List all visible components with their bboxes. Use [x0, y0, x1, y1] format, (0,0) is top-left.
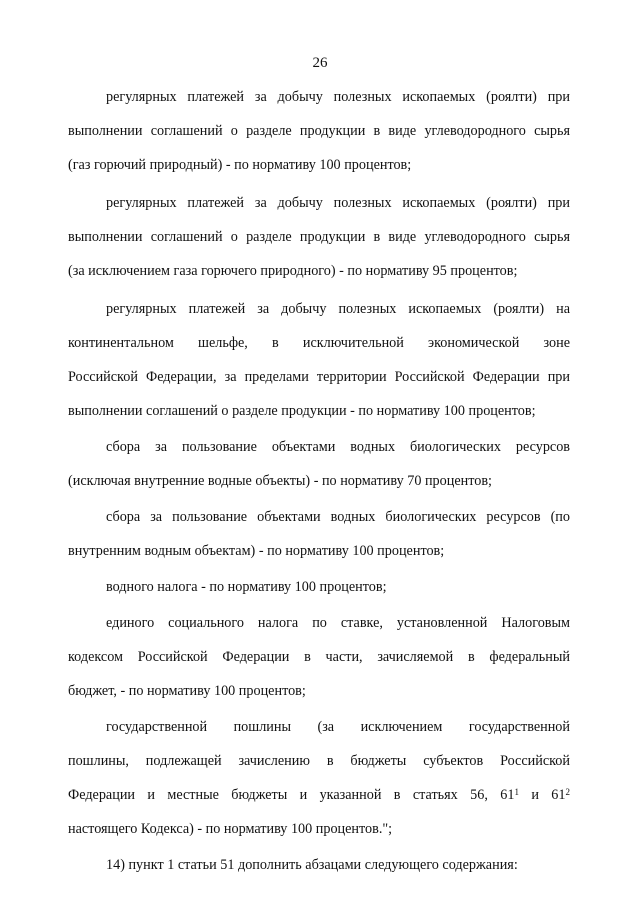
paragraph-line: пошлины, подлежащей зачислению в бюджеты субъектов Российской — [68, 753, 570, 769]
paragraph-line — [68, 786, 570, 804]
page-number: 26 — [312, 55, 328, 71]
paragraph-line: выполнении соглашений о разделе продукции - по нормативу 100 процентов; — [68, 403, 536, 419]
line-text: и 61 — [518, 787, 566, 803]
paragraph-line: внутренним водным объектам) - по нормативу 100 процентов; — [68, 543, 445, 559]
paragraph-line: (исключая внутренние водные объекты) - по нормативу 70 процентов; — [68, 473, 492, 489]
paragraph-line: регулярных платежей за добычу полезных ископаемых (роялти) при — [106, 195, 570, 211]
paragraph-line: водного налога - по нормативу 100 процентов; — [106, 579, 387, 595]
line-text: Федерации и местные бюджеты и указанной в статьях 56, 61 — [68, 787, 515, 803]
paragraph-line: 14) пункт 1 статьи 51 дополнить абзацами следующего содержания: — [106, 857, 518, 873]
paragraph-line: государственной пошлины (за исключением государственной — [106, 719, 570, 735]
paragraph-line: сбора за пользование объектами водных биологических ресурсов — [106, 439, 570, 455]
paragraph-line: настоящего Кодекса) - по нормативу 100 процентов."; — [68, 821, 393, 837]
paragraph-line: выполнении соглашений о разделе продукции в виде углеводородного сырья — [68, 123, 570, 139]
paragraph-line: единого социального налога по ставке, установленной Налоговым — [106, 615, 570, 631]
paragraph-line: выполнении соглашений о разделе продукции в виде углеводородного сырья — [68, 229, 570, 245]
paragraph-line: (газ горючий природный) - по нормативу 100 процентов; — [68, 157, 412, 173]
paragraph-line: Российской Федерации, за пределами территории Российской Федерации при — [68, 369, 570, 385]
superscript: 1 — [514, 787, 519, 797]
paragraph-line: бюджет, - по нормативу 100 процентов; — [68, 683, 306, 699]
superscript: 2 — [565, 787, 570, 797]
paragraph-line: кодексом Российской Федерации в части, зачисляемой в федеральный — [68, 649, 570, 665]
paragraph-line: (за исключением газа горючего природного) - по нормативу 95 процентов; — [68, 263, 518, 279]
paragraph-line: континентальном шельфе, в исключительной экономической зоне — [68, 335, 570, 351]
paragraph-line: регулярных платежей за добычу полезных ископаемых (роялти) при — [106, 89, 570, 105]
paragraph-line: сбора за пользование объектами водных биологических ресурсов (по — [106, 509, 570, 525]
paragraph-line: регулярных платежей за добычу полезных ископаемых (роялти) на — [106, 301, 570, 317]
